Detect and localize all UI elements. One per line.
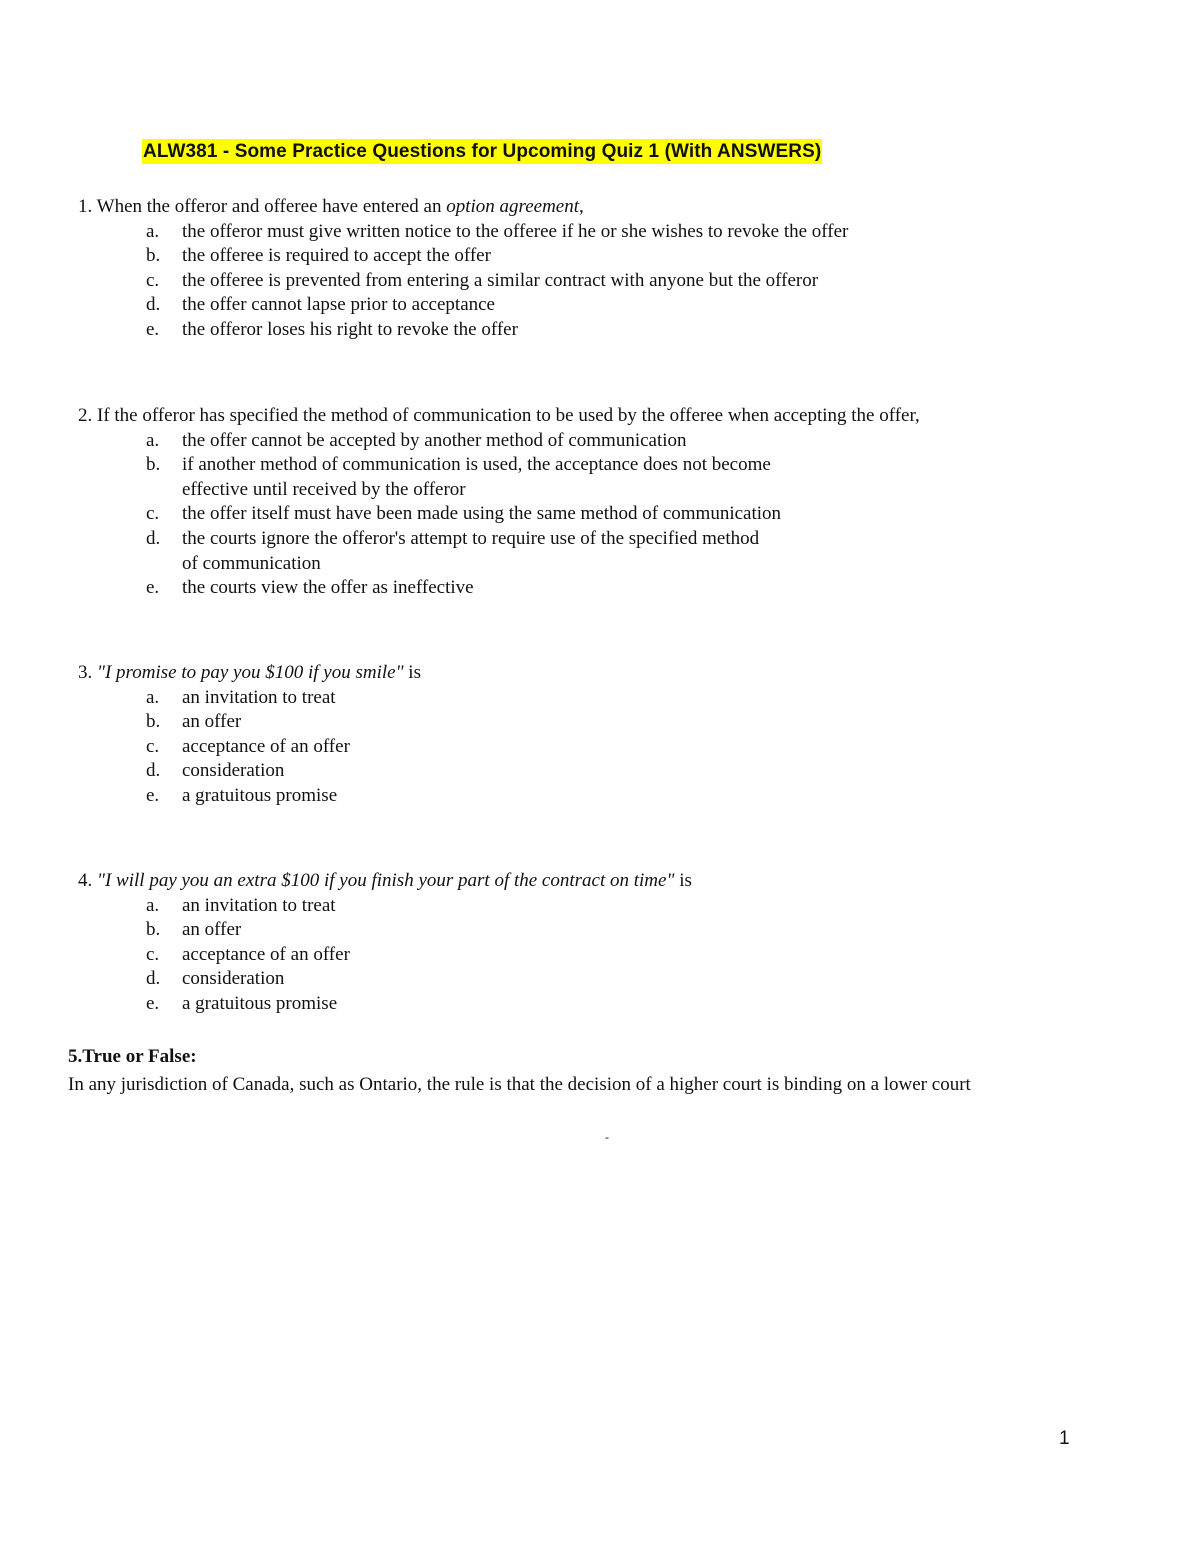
option-text: the courts view the offer as ineffective [182, 577, 474, 599]
option-text: the offer cannot be accepted by another method of communication [182, 429, 687, 451]
option-text: acceptance of an offer [182, 735, 350, 757]
option-list [78, 894, 692, 1017]
option-letter: e. [146, 577, 160, 599]
option-item [78, 429, 920, 454]
question-1 [78, 195, 848, 343]
option-item [78, 293, 848, 318]
page-number: 1 [1059, 1428, 1070, 1449]
option-item [78, 992, 692, 1017]
option-item [78, 967, 692, 992]
title-block [142, 141, 822, 163]
stem-text-after: is [403, 662, 421, 683]
option-letter: d. [146, 527, 161, 549]
option-letter: d. [146, 294, 161, 316]
option-item [78, 220, 848, 245]
question-number: 3. [78, 662, 93, 683]
option-text: consideration [182, 968, 285, 990]
option-text: acceptance of an offer [182, 943, 350, 965]
stem-text-after: , [579, 196, 584, 217]
question-number: 1. [78, 196, 93, 217]
option-text: an invitation to treat [182, 686, 336, 708]
option-text [182, 453, 771, 502]
option-text: the offer cannot lapse prior to acceptance [182, 294, 495, 316]
option-letter: a. [146, 429, 160, 451]
stem-italic: "I will pay you an extra $100 if you finish your part of the contract on time" [97, 870, 675, 891]
option-letter: c. [146, 943, 160, 965]
option-item [78, 894, 692, 919]
option-list [78, 686, 421, 809]
option-letter: c. [146, 735, 160, 757]
option-letter: d. [146, 760, 161, 782]
option-item [78, 710, 421, 735]
option-text-line-1: the courts ignore the offeror's attempt to require use of the specified method [182, 527, 760, 549]
option-letter: a. [146, 686, 160, 708]
option-text: the offer itself must have been made using the same method of communication [182, 503, 782, 525]
option-text: the offeror loses his right to revoke the offer [182, 318, 518, 340]
option-letter: e. [146, 318, 160, 340]
option-item [78, 759, 421, 784]
stem-italic: option agreement [446, 196, 580, 217]
option-text: the offeree is prevented from entering a similar contract with anyone but the offeror [182, 269, 819, 291]
stem-text-after: is [674, 870, 692, 891]
option-letter: b. [146, 919, 161, 941]
option-item [78, 269, 848, 294]
option-letter: a. [146, 894, 160, 916]
option-text-line-1: if another method of communication is used, the acceptance does not become [182, 454, 771, 476]
option-item [78, 453, 920, 502]
option-text: an offer [182, 919, 242, 941]
question-stem [78, 195, 848, 220]
stem-italic: "I promise to pay you $100 if you smile" [97, 662, 404, 683]
option-text: consideration [182, 760, 285, 782]
option-item [78, 943, 692, 968]
question-number: 2. [78, 405, 93, 426]
option-letter: c. [146, 503, 160, 525]
option-item [78, 502, 920, 527]
option-letter: e. [146, 992, 160, 1014]
question-number: 4. [78, 870, 93, 891]
option-letter: a. [146, 220, 160, 242]
option-letter: b. [146, 245, 161, 267]
option-item [78, 527, 920, 576]
option-item [78, 784, 421, 809]
option-text [182, 527, 759, 576]
true-false-heading: 5.True or False: [68, 1046, 197, 1067]
option-letter: b. [146, 454, 161, 476]
option-letter: d. [146, 968, 161, 990]
option-text: the offeror must give written notice to the offeree if he or she wishes to revoke the offer [182, 220, 849, 242]
document-title: ALW381 - Some Practice Questions for Upcoming Quiz 1 (With ANSWERS) [143, 141, 822, 162]
option-item [78, 918, 692, 943]
option-list [78, 220, 848, 343]
stray-mark: - [605, 1130, 609, 1144]
option-letter: c. [146, 269, 160, 291]
question-stem [78, 869, 692, 894]
option-text: an invitation to treat [182, 894, 336, 916]
option-item [78, 318, 848, 343]
true-false-statement: In any jurisdiction of Canada, such as Ontario, the rule is that the decision of a higher court is binding on a lower court [68, 1074, 971, 1095]
option-text-line-2: effective until received by the offeror [182, 478, 466, 500]
option-item [78, 735, 421, 760]
option-text-line-2: of communication [182, 552, 321, 574]
option-letter: b. [146, 711, 161, 733]
option-item [78, 576, 920, 601]
question-3 [78, 661, 421, 809]
question-stem [78, 661, 421, 686]
option-text: a gratuitous promise [182, 992, 338, 1014]
stem-text: When the offeror and offeree have entered an [92, 196, 447, 217]
option-letter: e. [146, 784, 160, 806]
question-2 [78, 404, 920, 601]
option-text: the offeree is required to accept the offer [182, 245, 491, 267]
option-text: an offer [182, 711, 242, 733]
option-list [78, 429, 920, 601]
option-item [78, 244, 848, 269]
question-stem [78, 404, 920, 429]
option-text: a gratuitous promise [182, 784, 338, 806]
option-item [78, 686, 421, 711]
question-4 [78, 869, 692, 1017]
stem-text: If the offeror has specified the method of communication to be used by the offeree when accepting the offer, [92, 405, 920, 426]
